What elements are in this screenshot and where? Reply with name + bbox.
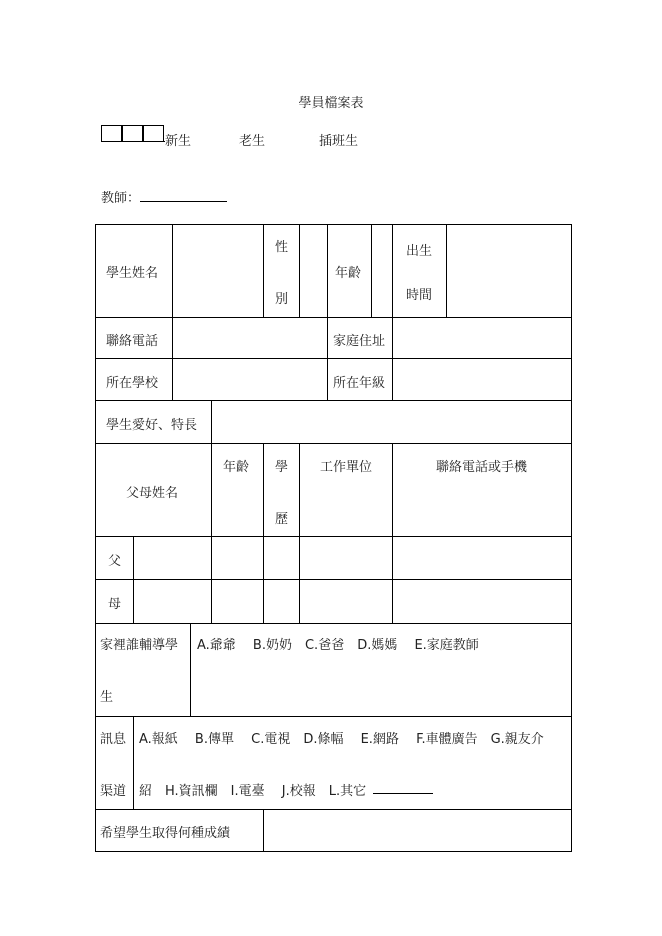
col-divider bbox=[327, 317, 328, 400]
col-divider bbox=[211, 400, 212, 443]
row-divider bbox=[96, 623, 571, 624]
other-blank[interactable] bbox=[373, 793, 433, 794]
col-divider bbox=[211, 443, 212, 623]
label-address: 家庭住址 bbox=[333, 334, 386, 349]
student-form-table bbox=[95, 224, 572, 852]
label-father: 父 bbox=[108, 554, 122, 569]
col-divider bbox=[172, 225, 173, 317]
option-transfer-student: 插班生 bbox=[319, 134, 359, 149]
row-divider bbox=[96, 809, 571, 810]
label-parents-age: 年齡 bbox=[223, 460, 250, 475]
label-goal: 希望學生取得何種成績 bbox=[100, 826, 231, 841]
label-age: 年齡 bbox=[335, 266, 362, 281]
label-school: 所在學校 bbox=[106, 376, 159, 391]
teacher-blank[interactable] bbox=[140, 201, 227, 202]
checkbox-transfer-student[interactable] bbox=[143, 125, 164, 142]
col-divider bbox=[299, 443, 300, 623]
label-hobbies: 學生愛好、特長 bbox=[106, 418, 198, 433]
page-title: 學員檔案表 bbox=[298, 96, 364, 111]
row-divider bbox=[96, 579, 571, 580]
label-gender-2: 別 bbox=[275, 292, 289, 307]
checkbox-old-student[interactable] bbox=[122, 125, 143, 142]
col-divider bbox=[263, 809, 264, 851]
row-divider bbox=[96, 317, 571, 318]
col-divider bbox=[133, 716, 134, 809]
label-mother: 母 bbox=[108, 597, 122, 612]
tutor-options: A.爺爺 B.奶奶 C.爸爸 D.媽媽 E.家庭教師 bbox=[197, 638, 479, 653]
col-divider bbox=[133, 536, 134, 623]
teacher-label: 教師： bbox=[101, 191, 141, 206]
row-divider bbox=[96, 400, 571, 401]
row-divider bbox=[96, 716, 571, 717]
label-education-1: 學 bbox=[275, 460, 289, 475]
label-student-name: 學生姓名 bbox=[106, 266, 159, 281]
col-divider bbox=[299, 225, 300, 317]
label-info-channel-2: 渠道 bbox=[100, 784, 127, 799]
info-options-line-2: 紹 H.資訊欄 I.電臺 J.校報 L.其它 bbox=[139, 784, 367, 799]
row-divider bbox=[96, 536, 571, 537]
label-grade: 所在年級 bbox=[333, 376, 386, 391]
col-divider bbox=[263, 225, 264, 317]
row-divider bbox=[96, 358, 571, 359]
label-birth-2: 時間 bbox=[406, 288, 433, 303]
label-contact-phone: 聯絡電話或手機 bbox=[436, 460, 528, 475]
checkbox-new-student[interactable] bbox=[101, 125, 122, 142]
option-new-student: 新生 bbox=[165, 134, 192, 149]
label-tutor-2: 生 bbox=[100, 690, 114, 705]
label-info-channel-1: 訊息 bbox=[100, 732, 127, 747]
col-divider bbox=[392, 317, 393, 400]
info-options-line-1: A.報紙 B.傳單 C.電視 D.條幅 E.網路 F.車體廣告 G.親友介 bbox=[139, 732, 544, 747]
col-divider bbox=[392, 443, 393, 623]
option-old-student: 老生 bbox=[239, 134, 266, 149]
col-divider bbox=[172, 317, 173, 400]
col-divider bbox=[327, 225, 328, 317]
col-divider bbox=[263, 443, 264, 623]
label-gender-1: 性 bbox=[275, 240, 289, 255]
col-divider bbox=[190, 623, 191, 716]
label-phone: 聯絡電話 bbox=[106, 334, 159, 349]
checkbox-underline bbox=[143, 141, 165, 142]
label-birth-1: 出生 bbox=[406, 244, 433, 259]
label-education-2: 歷 bbox=[275, 512, 289, 527]
label-parents-name: 父母姓名 bbox=[126, 486, 179, 501]
col-divider bbox=[392, 225, 393, 317]
col-divider bbox=[371, 225, 372, 317]
col-divider bbox=[446, 225, 447, 317]
label-tutor-1: 家裡誰輔導學 bbox=[100, 638, 179, 653]
label-work-unit: 工作單位 bbox=[320, 460, 373, 475]
row-divider bbox=[96, 443, 571, 444]
